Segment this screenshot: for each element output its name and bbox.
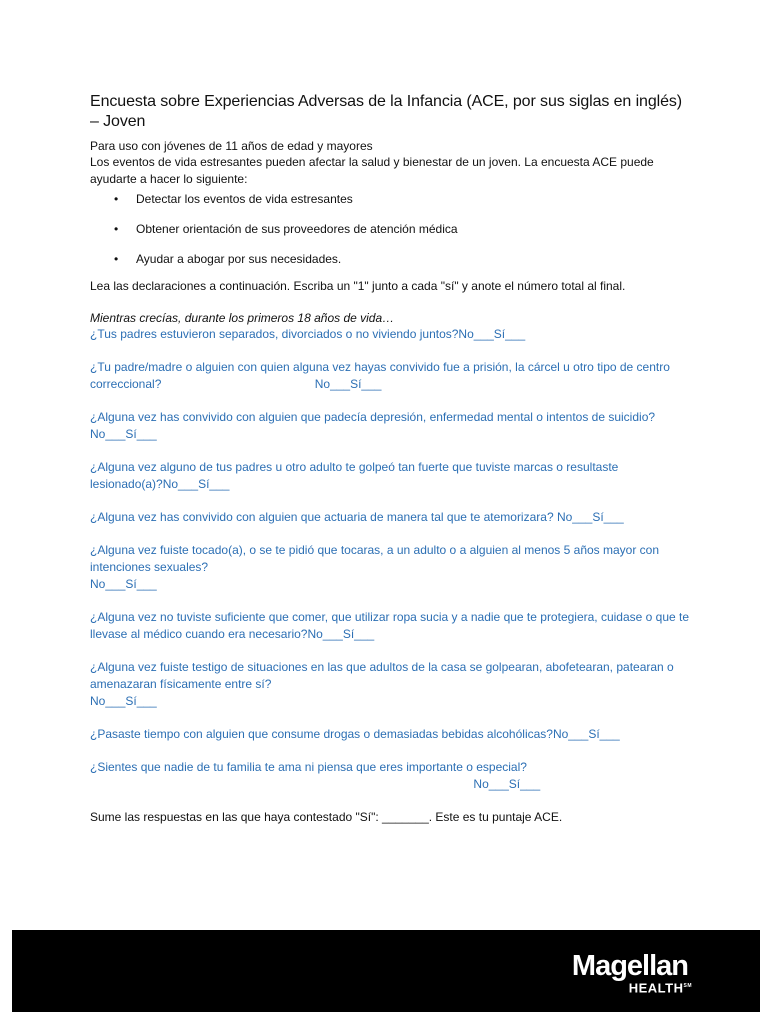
- benefit-list: [90, 190, 690, 268]
- question-1: ¿Tus padres estuvieron separados, divorciados o no viviendo juntos?No___Sí___: [90, 327, 526, 341]
- question-6: ¿Alguna vez fuiste tocado(a), o se te pidió que tocaras, a un adulto o a alguien al menos 5 años mayor con intenciones sexuales? No___Sí___: [90, 543, 660, 591]
- page-title: Encuesta sobre Experiencias Adversas de la Infancia (ACE, por sus siglas en inglés) – Joven: [90, 93, 683, 130]
- score-summary: Sume las respuestas en las que haya contestado "Sí": _______. Este es tu puntaje ACE.: [90, 810, 563, 824]
- magellan-health-logo: [571, 950, 692, 996]
- footer-bar: [12, 930, 760, 1012]
- logo-health: HEALTH: [628, 980, 684, 996]
- question-9: ¿Pasaste tiempo con alguien que consume drogas o demasiadas bebidas alcohólicas?No___Sí___: [90, 727, 620, 741]
- logo-trademark: SM: [683, 983, 692, 989]
- list-item: • Detectar los eventos de vida estresantes: [136, 190, 690, 208]
- list-item: • Obtener orientación de sus proveedores de atención médica: [136, 220, 690, 238]
- list-item: • Ayudar a abogar por sus necesidades.: [136, 250, 690, 268]
- question-3: ¿Alguna vez has convivido con alguien que padecía depresión, enfermedad mental o intentos de suicidio?No___Sí___: [90, 410, 656, 441]
- audience-note: Para uso con jóvenes de 11 años de edad y mayores: [90, 139, 373, 153]
- instruction-text: Lea las declaraciones a continuación. Escriba un "1" junto a cada "sí" y anote el número total al final.: [90, 279, 626, 293]
- question-10: ¿Sientes que nadie de tu familia te ama ni piensa que eres importante o especial? No___Sí___: [90, 760, 541, 791]
- question-8: ¿Alguna vez fuiste testigo de situaciones en las que adultos de la casa se golpearan, abofetearan, patearan o amenazaran físicamente entre sí? No___Sí___: [90, 660, 674, 708]
- question-4: ¿Alguna vez alguno de tus padres u otro adulto te golpeó tan fuerte que tuviste marcas o resultaste lesionado(a)?No___Sí___: [90, 460, 622, 491]
- question-lead: Mientras crecías, durante los primeros 18 años de vida…: [90, 311, 395, 325]
- survey-document: [90, 92, 693, 825]
- question-7: ¿Alguna vez no tuviste suficiente que comer, que utilizar ropa sucia y a nadie que te protegiera, cuidase o que te llevase al médico cuando era necesario?No___Sí___: [90, 610, 693, 641]
- intro-text: Los eventos de vida estresantes pueden afectar la salud y bienestar de un joven. La encuesta ACE puede ayudarte a hacer lo siguiente:: [90, 155, 654, 186]
- question-5: ¿Alguna vez has convivido con alguien que actuaria de manera tal que te atemorizara? No___Sí___: [90, 510, 624, 524]
- question-2: ¿Tu padre/madre o alguien con quien alguna vez hayas convivido fue a prisión, la cárcel u otro tipo de centro correccional? No___Sí___: [90, 360, 674, 391]
- logo-subtext: [572, 980, 692, 994]
- logo-wordmark: Magellan: [571, 950, 688, 982]
